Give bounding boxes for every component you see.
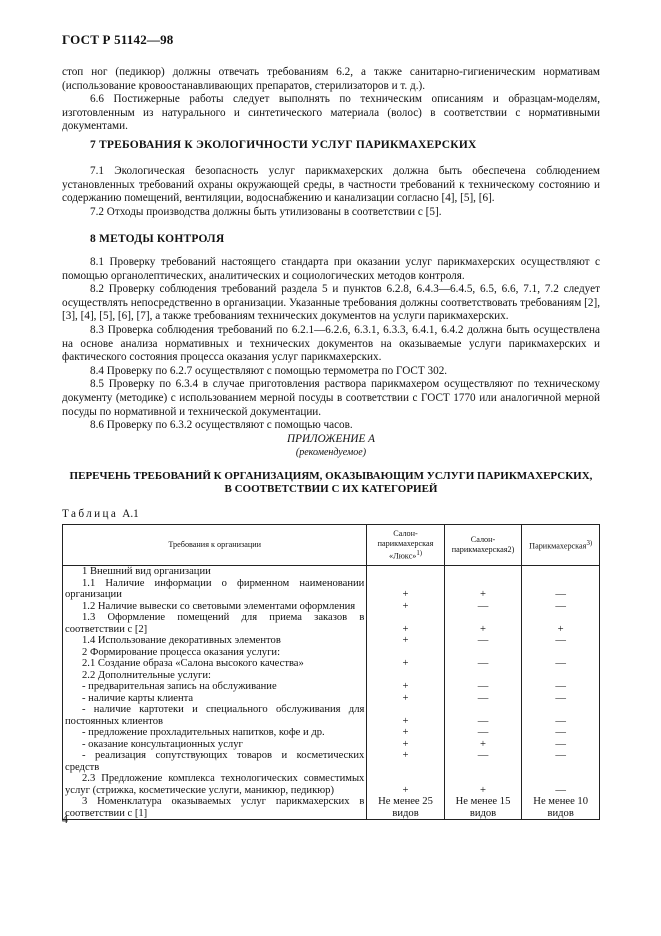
table-header-row [63, 525, 600, 566]
table-row: - наличие картотеки и специального обслуживания для постоянных клиентов + — — [63, 704, 600, 727]
appendix-title-label: ПРИЛОЖЕНИЕ А [287, 433, 375, 445]
table-caption-label: Таблица [62, 508, 119, 520]
paragraph-8-3: 8.3 Проверка соблюдения требований по 6.2.1—6.2.6, 6.3.1, 6.3.3, 6.4.1, 6.4.2 должна быть осуществлена на основе анализа нормативных и технических документов на оказываемые услуги парикмахерских и фактического состояния процесса оказания услуг парикмахерских. [62, 323, 600, 364]
table-row: - предварительная запись на обслуживание + — — [63, 681, 600, 693]
paragraph-6-6: 6.6 Постижерные работы следует выполнять по техническим описаниям и образцам-моделям, изготовленным из натурального и синтетического материала (волос) в соответствии с нормативными документами. [62, 93, 600, 133]
appendix-heading [62, 470, 600, 496]
table-row: 1 Внешний вид организации [63, 566, 600, 578]
table-caption-number: А.1 [122, 508, 139, 520]
table-row: - оказание консультационных услуг + + — [63, 739, 600, 751]
table-row: 1.1 Наличие информации о фирменном наименовании организации + + — [63, 578, 600, 601]
appendix-heading-line2: В СООТВЕТСТВИИ С ИХ КАТЕГОРИЕЙ [224, 483, 438, 495]
table-row: 2.2 Дополнительные услуги: [63, 670, 600, 682]
header-barbershop: Парикмахерская$^{3)}$ [522, 525, 600, 566]
table-caption [62, 508, 139, 520]
table-row: 2.1 Создание образа «Салона высокого качества» + — — [63, 658, 600, 670]
appendix-label [62, 433, 600, 459]
appendix-heading-line1: ПЕРЕЧЕНЬ ТРЕБОВАНИЙ К ОРГАНИЗАЦИЯМ, ОКАЗЫВАЮЩИМ УСЛУГИ ПАРИКМАХЕРСКИХ, [69, 470, 593, 482]
section-7-title: 7 ТРЕБОВАНИЯ К ЭКОЛОГИЧНОСТИ УСЛУГ ПАРИКМАХЕРСКИХ [90, 139, 477, 151]
paragraph-8-1: 8.1 Проверку требований настоящего стандарта при оказании услуг парикмахерских осуществляют с помощью органолептических, аналитических и социологических методов контроля. [62, 256, 600, 282]
page-number: 4 [62, 812, 68, 826]
requirements-table [62, 524, 600, 820]
paragraph-8-6: 8.6 Проверку по 6.3.2 осуществляют с помощью часов. [90, 419, 353, 432]
table-row: - реализация сопутствующих товаров и косметических средств + — — [63, 750, 600, 773]
section-8-title: 8 МЕТОДЫ КОНТРОЛЯ [90, 233, 225, 245]
table-row: 1.4 Использование декоративных элементов + — — [63, 635, 600, 647]
section-7-text [62, 165, 600, 219]
header-salon: Салон-парикмахерская2) [444, 525, 522, 566]
table-row: - предложение прохладительных напитков, кофе и др. + — — [63, 727, 600, 739]
table-row: 3 Номенклатура оказываемых услуг парикмахерских в соответствии с [1] Не менее 25 видов Не менее 15 видов Не менее 10 видов [63, 796, 600, 820]
paragraph-7-2: 7.2 Отходы производства должны быть утилизованы в соответствии с [5]. [90, 205, 442, 218]
paragraph-8-5: 8.5 Проверку по 6.3.4 в случае приготовления раствора парикмахером осуществляют по техническому документу (методике) с использованием мерной посуды в соответствии с ГОСТ 1770 или аналогичной мерной посуды по нормативной и технической документации. [62, 378, 600, 418]
paragraph-7-1: 7.1 Экологическая безопасность услуг парикмахерских должна быть обеспечена соблюдением установленных требований охраны окружающей среды, в частности требований к техническому состоянию и содержанию помещений, вентиляции, водоснабжению и канализации согласно [4], [5], [6]. [62, 165, 600, 205]
header-salon-lux: Салон-парикмахерская «Люкс»$^{1)}$ [367, 525, 444, 566]
intro-text [62, 66, 600, 134]
appendix-sublabel: (рекомендуемое) [295, 447, 367, 458]
paragraph-8-4: 8.4 Проверку по 6.2.7 осуществляют с помощью термометра по ГОСТ 302. [90, 364, 448, 377]
paragraph-8-2: 8.2 Проверку соблюдения требований раздела 5 и пунктов 6.2.8, 6.4.3—6.4.5, 6.5, 6.6, 7.1, 7.2 следует осуществлять непосредственно в организации. Указанные требования должны соответствовать требованиям [2], [3], [4], [5], [6], [7], а также требованиям технических документов на услуги парикмахерских. [62, 283, 600, 323]
table-row: 2.3 Предложение комплекса технологических совместимых услуг (стрижка, косметические услуги, маникюр, педикюр) + + — [63, 773, 600, 796]
paragraph-6-5-cont: стоп ног (педикюр) должны отвечать требованиям 6.2, а также санитарно-гигиеническим нормативам (использование кровоостанавливающих препаратов, стерилизаторов и т. д.). [62, 66, 600, 92]
table-row: - наличие карты клиента + — — [63, 693, 600, 705]
header-requirements: Требования к организации [63, 525, 367, 566]
section-8-text [62, 256, 600, 433]
document-header: ГОСТ Р 51142—98 [62, 32, 174, 47]
table-row: 1.2 Наличие вывески со световыми элементами оформления + — — [63, 601, 600, 613]
table-row: 2 Формирование процесса оказания услуги: [63, 647, 600, 659]
table-row: 1.3 Оформление помещений для приема заказов в соответствии с [2] + + + [63, 612, 600, 635]
